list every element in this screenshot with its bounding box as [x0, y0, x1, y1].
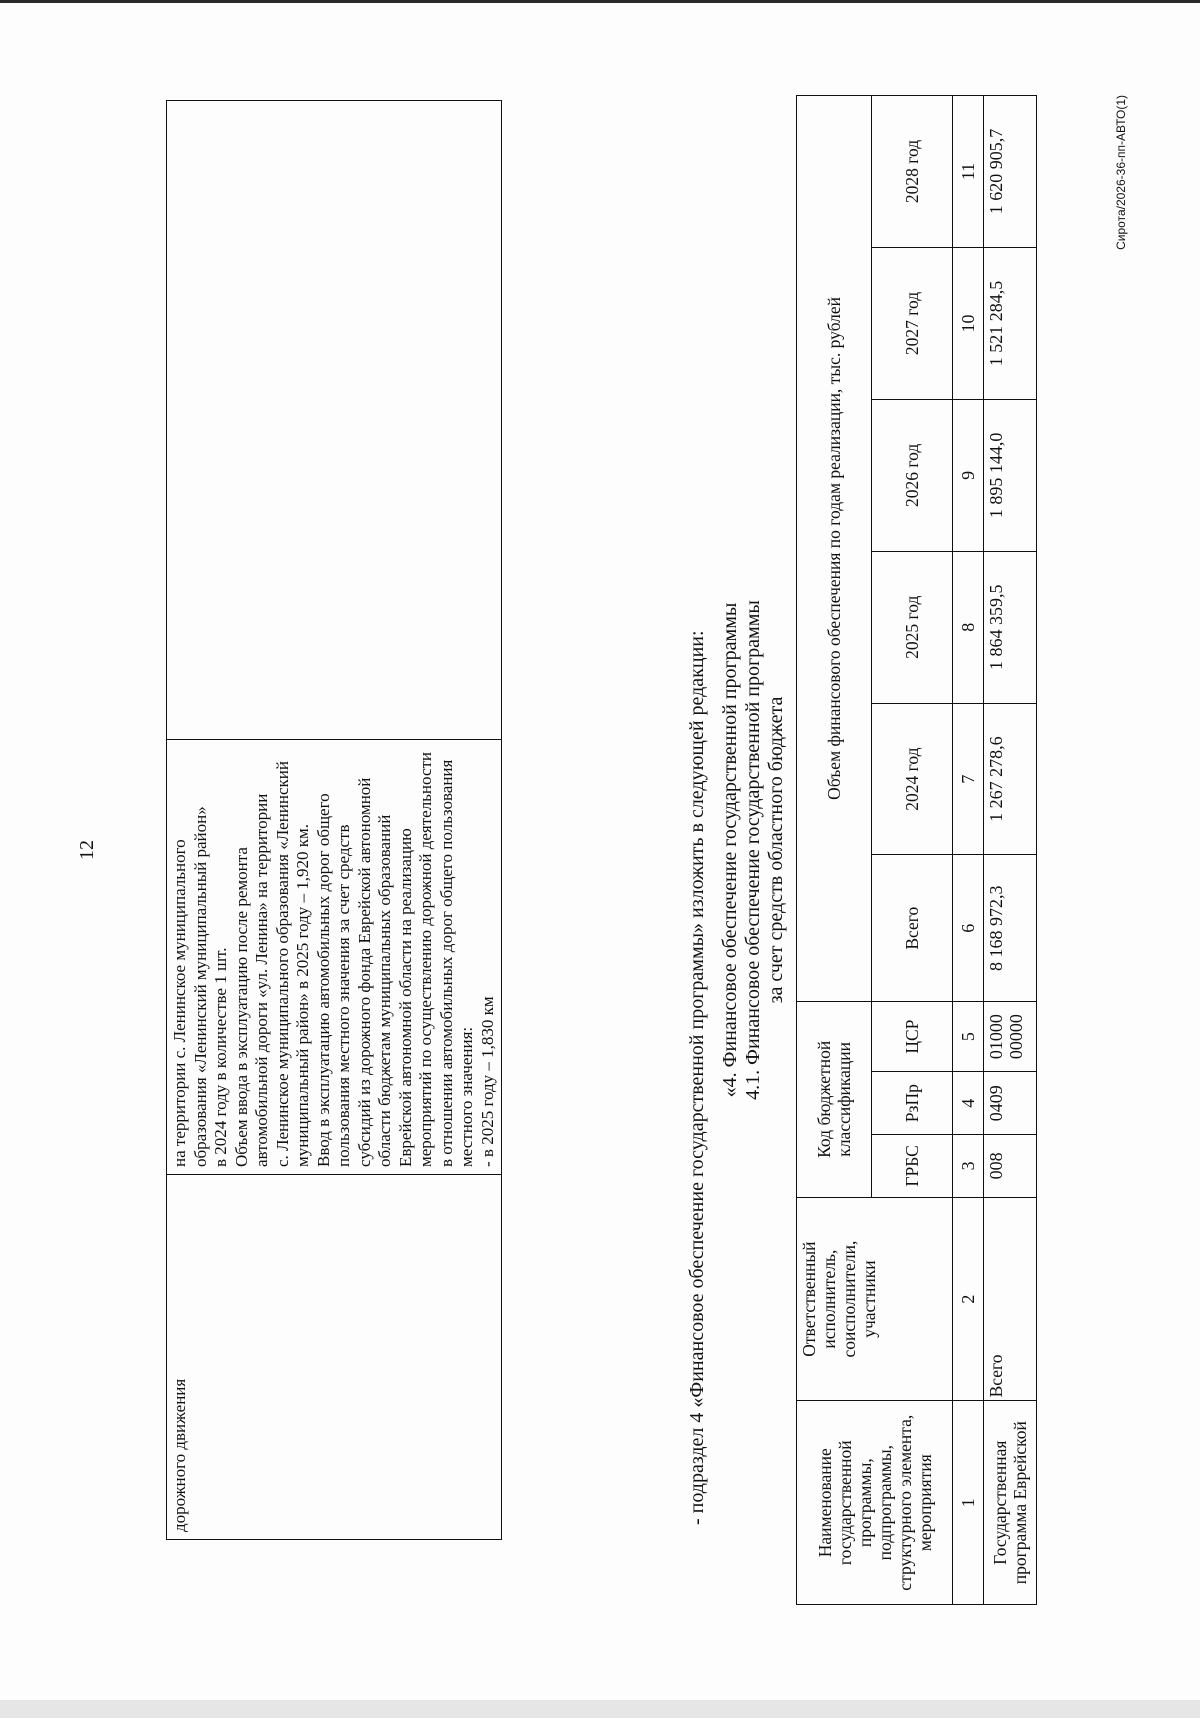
header-csr: ЦСР	[872, 1001, 953, 1071]
text-line: с. Ленинское муниципального образования «Ленинский	[272, 761, 292, 1167]
text-line: Еврейской автономной области на реализацию	[395, 828, 415, 1167]
header-kbk: Код бюджетной классификации	[797, 1001, 872, 1197]
text-line: муниципальный район» в 2025 году – 1,920 км.	[293, 823, 312, 1167]
text-line: образования «Ленинский муниципальный район»	[190, 806, 210, 1167]
column-number: 2	[953, 1197, 984, 1401]
text-line: автомобильной дороги «ул. Ленина» на территории	[252, 793, 271, 1167]
row-2024: 1 267 278,6	[984, 703, 1037, 855]
section-heading: «4. Финансовое обеспечение государственной программы	[719, 602, 741, 1098]
column-number: 11	[953, 96, 984, 248]
subsection-heading: 4.1. Финансовое обеспечение государственной программы	[742, 600, 764, 1100]
row-2027: 1 521 284,5	[984, 248, 1037, 400]
table-cell-left: дорожного движения	[167, 1175, 502, 1540]
scan-edge-top	[0, 0, 1200, 3]
text-line: области бюджетам муниципальных образований	[375, 814, 394, 1167]
text-line: на территории с. Ленинское муниципального	[170, 839, 189, 1167]
header-2028: 2028 год	[872, 96, 953, 248]
text-line: местного значения:	[457, 1026, 476, 1167]
header-name: Наименование государственной программы, подпрограммы, структурного элемента, мероприятия	[797, 1401, 953, 1605]
text-line: Объем ввода в эксплуатацию после ремонта	[231, 847, 251, 1167]
row-csr: 01000 00000	[984, 1001, 1037, 1071]
column-number: 4	[953, 1072, 984, 1135]
document-code: Сирота/2026-36-пп-АВТО(1)	[1114, 95, 1128, 250]
scan-edge-bottom	[0, 1700, 1200, 1718]
table-cell-right	[167, 101, 502, 740]
column-number-row	[953, 96, 984, 1605]
row-2028: 1 620 905,7	[984, 96, 1037, 248]
subsection-heading-line-2: за счет средств областного бюджета	[765, 696, 787, 1004]
text-line: пользования местного значения за счет средств	[334, 824, 353, 1167]
column-number: 1	[953, 1401, 984, 1605]
column-number: 3	[953, 1135, 984, 1198]
amendment-paragraph: - подраздел 4 «Финансовое обеспечение государственной программы» изложить в следующей редакции:	[686, 630, 708, 1525]
column-number: 8	[953, 551, 984, 703]
header-executor: Ответственный исполнитель, соисполнители, участники	[797, 1197, 953, 1401]
row-name: Государственная программа Еврейской	[984, 1401, 1037, 1605]
header-grbs: ГРБС	[872, 1135, 953, 1198]
page-number: 12	[76, 840, 98, 860]
table-header-row	[797, 96, 872, 1605]
column-number: 9	[953, 399, 984, 551]
row-executor: Всего	[984, 1197, 1037, 1401]
finance-table	[796, 95, 1037, 1605]
text-line: в отношении автомобильных дорог общего пользования	[436, 759, 456, 1167]
header-2026: 2026 год	[872, 399, 953, 551]
text-line: в 2024 году в количестве 1 шт.	[211, 947, 230, 1167]
header-2024: 2024 год	[872, 703, 953, 855]
text-line: - в 2025 году – 1,830 км	[477, 996, 497, 1167]
table-cell-middle	[167, 740, 502, 1175]
text-line: мероприятий по осуществлению дорожной деятельности	[416, 751, 435, 1167]
table-row	[167, 101, 502, 1540]
continuation-table	[166, 100, 502, 1540]
text-line: Ввод в эксплуатацию автомобильных дорог общего	[313, 793, 333, 1167]
header-2027: 2027 год	[872, 248, 953, 400]
column-number: 5	[953, 1001, 984, 1071]
row-2026: 1 895 144,0	[984, 399, 1037, 551]
row-grbs: 008	[984, 1135, 1037, 1198]
header-total: Всего	[872, 855, 953, 1001]
column-number: 6	[953, 855, 984, 1001]
header-2025: 2025 год	[872, 551, 953, 703]
header-rzpr: РзПр	[872, 1072, 953, 1135]
table-row	[984, 96, 1037, 1605]
header-volume: Объем финансового обеспечения по годам реализации, тыс. рублей	[797, 96, 872, 1002]
rotated-page-content	[76, 95, 1128, 1605]
row-2025: 1 864 359,5	[984, 551, 1037, 703]
column-number: 10	[953, 248, 984, 400]
row-rzpr: 0409	[984, 1072, 1037, 1135]
row-total: 8 168 972,3	[984, 855, 1037, 1001]
column-number: 7	[953, 703, 984, 855]
text-line: субсидий из дорожного фонда Еврейской автономной	[354, 777, 374, 1167]
